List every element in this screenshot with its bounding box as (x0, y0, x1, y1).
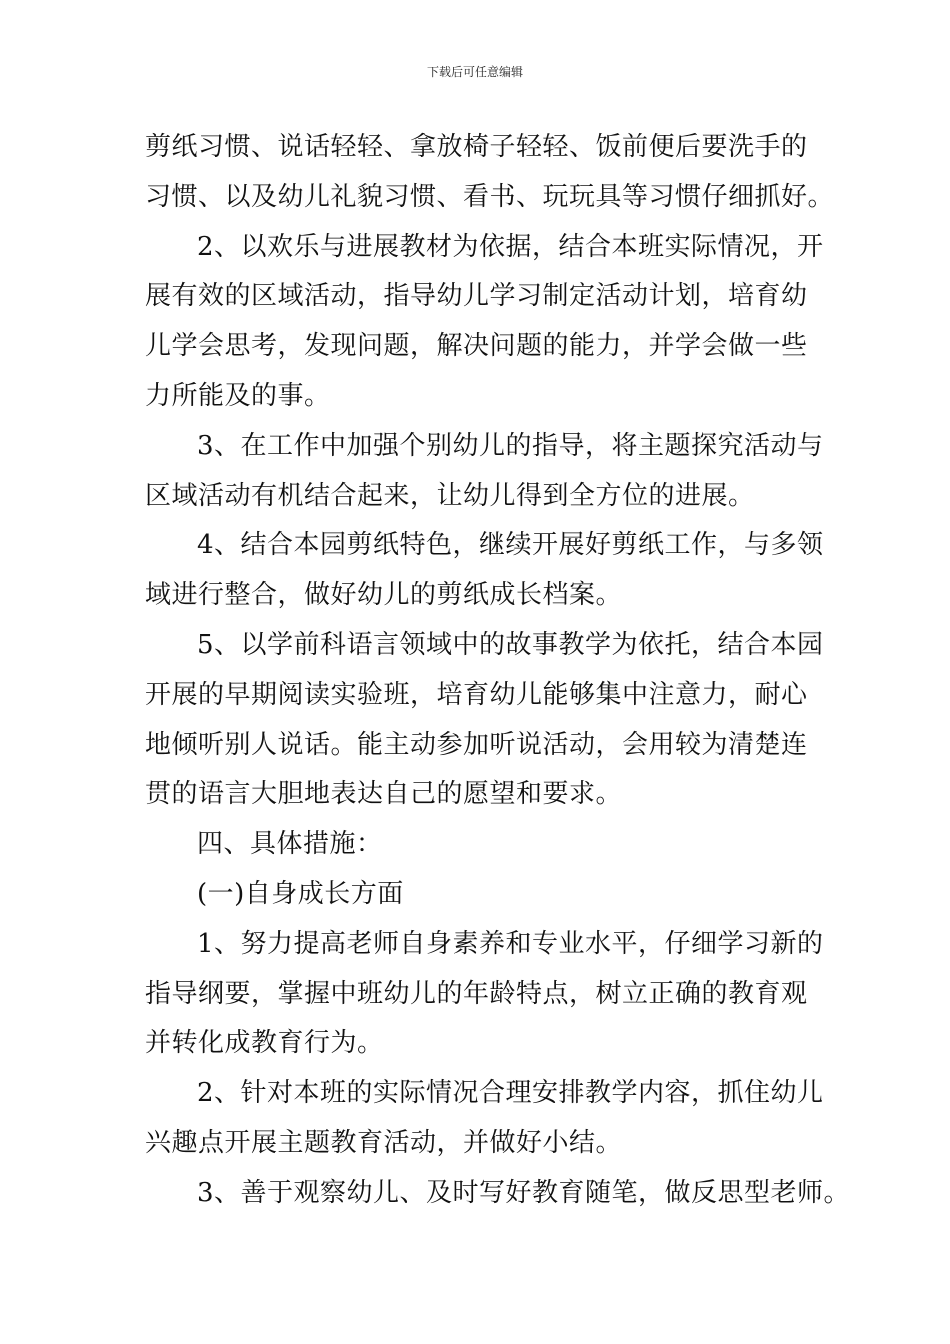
paragraph (145, 521, 824, 621)
paragraph (145, 1169, 851, 1219)
text-line: 5、以学前科语言领域中的故事教学为依托，结合本园 (197, 629, 824, 660)
text-line: 力所能及的事。 (145, 380, 331, 411)
text-line: 儿学会思考，发现问题，解决问题的能力，并学会做一些 (145, 331, 808, 362)
text-line: 四、具体措施： (197, 829, 383, 860)
text-line: 区域活动有机结合起来，让幼儿得到全方位的进展。 (145, 480, 755, 511)
paragraph (145, 422, 824, 522)
text-line: 指导纲要，掌握中班幼儿的年龄特点，树立正确的教育观 (145, 978, 808, 1009)
text-line: 4、结合本园剪纸特色，继续开展好剪纸工作，与多领 (197, 530, 824, 561)
text-line: (一)自身成长方面 (197, 878, 404, 909)
document-body (145, 123, 851, 1219)
paragraph (145, 621, 824, 820)
text-line: 贯的语言大胆地表达自己的愿望和要求。 (145, 779, 623, 810)
paragraph (145, 123, 835, 223)
text-line: 兴趣点开展主题教育活动，并做好小结。 (145, 1127, 623, 1158)
text-line: 3、善于观察幼儿、及时写好教育随笔，做反思型老师。 (197, 1177, 851, 1208)
text-line: 域进行整合，做好幼儿的剪纸成长档案。 (145, 580, 623, 611)
paragraph (145, 920, 824, 1069)
text-line: 剪纸习惯、说话轻轻、拿放椅子轻轻、饭前便后要洗手的 (145, 132, 808, 162)
paragraph (145, 1069, 824, 1169)
text-line: 2、以欢乐与进展教材为依据，结合本班实际情况，开 (197, 231, 824, 262)
text-line: 展有效的区域活动，指导幼儿学习制定活动计划，培育幼 (145, 281, 808, 312)
paragraph (145, 223, 824, 422)
text-line: 2、针对本班的实际情况合理安排教学内容，抓住幼儿 (197, 1078, 824, 1109)
text-line: 开展的早期阅读实验班，培育幼儿能够集中注意力，耐心 (145, 679, 808, 710)
subsection-heading (145, 870, 820, 920)
text-line: 3、在工作中加强个别幼儿的指导，将主题探究活动与 (197, 430, 824, 461)
text-line: 地倾听别人说话。能主动参加听说活动，会用较为清楚连 (145, 729, 808, 760)
page-header-note: 下载后可任意编辑 (426, 65, 523, 79)
text-line: 并转化成教育行为。 (145, 1028, 384, 1059)
section-heading (145, 820, 820, 870)
text-line: 习惯、以及幼儿礼貌习惯、看书、玩玩具等习惯仔细抓好。 (145, 181, 835, 212)
text-line: 1、努力提高老师自身素养和专业水平，仔细学习新的 (197, 928, 824, 959)
